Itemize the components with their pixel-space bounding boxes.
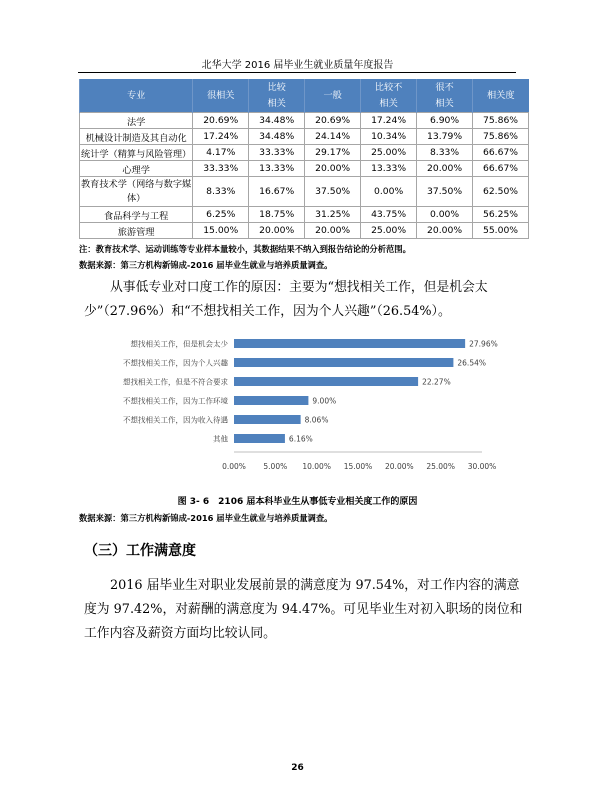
- x-tick-label: 20.00%: [385, 462, 414, 471]
- figure-caption: 图 3- 6 2106 届本科毕业生从事低专业相关度工作的原因: [177, 497, 418, 507]
- bar: [234, 339, 465, 348]
- table-cell: 6.25%: [193, 207, 249, 223]
- table-cell: 15.00%: [193, 223, 249, 239]
- table-header-cell: 一般: [305, 79, 361, 113]
- table-cell: 13.79%: [417, 129, 473, 145]
- table-cell: 33.33%: [249, 145, 305, 161]
- page-header-title: 北华大学 2016 届毕业生就业质量年度报告: [201, 60, 394, 71]
- table-header-cell: 专业: [80, 79, 193, 113]
- category-label: 想找相关工作，但是不符合要求: [123, 377, 228, 387]
- table-row: [80, 145, 529, 161]
- table-cell: 统计学（精算与风险管理）: [80, 145, 193, 161]
- table-cell: 18.75%: [249, 207, 305, 223]
- category-label: 其他: [213, 434, 228, 444]
- major-relevance-table: [79, 79, 529, 239]
- data-label: 8.06%: [304, 415, 329, 425]
- table-cell: 34.48%: [249, 129, 305, 145]
- paragraph-low-relevance-reasons: 从事低专业对口度工作的原因：主要为“想找相关工作，但是机会太少”（27.96%）和“不想找相关工作，因为个人兴趣”（26.54%）。: [84, 280, 488, 319]
- category-label: 不想找相关工作，因为收入待遇: [123, 415, 228, 425]
- table-cell: 0.00%: [417, 207, 473, 223]
- data-label: 26.54%: [457, 358, 487, 368]
- table-cell: 心理学: [80, 161, 193, 177]
- bar: [234, 396, 308, 405]
- header-divider: [78, 72, 516, 73]
- table-cell: 56.25%: [473, 207, 529, 223]
- table-cell: 34.48%: [249, 113, 305, 129]
- section-title: （三）工作满意度: [84, 543, 196, 559]
- table-cell: 旅游管理: [80, 223, 193, 239]
- table-row: [80, 113, 529, 129]
- table-cell: 20.69%: [193, 113, 249, 129]
- table-row: [80, 161, 529, 177]
- table-cell: 13.33%: [249, 161, 305, 177]
- table-cell: 8.33%: [417, 145, 473, 161]
- table-header-row: [80, 79, 529, 113]
- table-cell: 75.86%: [473, 129, 529, 145]
- x-tick-label: 30.00%: [467, 462, 497, 471]
- table-header-cell: 很不 相关: [417, 79, 473, 113]
- bar: [234, 415, 301, 424]
- x-tick-label: 0.00%: [222, 462, 246, 471]
- data-label: 27.96%: [469, 339, 498, 349]
- table-source: 数据来源：第三方机构新锦成-2016 届毕业生就业与培养质量调查。: [79, 260, 333, 270]
- table-cell: 20.00%: [305, 223, 361, 239]
- table-cell: 62.50%: [473, 177, 529, 207]
- table-cell: 17.24%: [361, 113, 417, 129]
- table-header-cell: 比较 相关: [249, 79, 305, 113]
- table-header-cell: 相关度: [473, 79, 529, 113]
- paragraph-satisfaction: 2016 届毕业生对职业发展前景的满意度为 97.54%，对工作内容的满意度为 97.42%，对薪酬的满意度为 94.47%。可见毕业生对初入职场的岗位和工作内容及薪资方面均比较认同。: [84, 578, 523, 641]
- table-note: 注：教育技术学、运动训练等专业样本量较小，其数据结果不纳入到报告结论的分析范围。: [79, 244, 411, 254]
- figure-source: 数据来源：第三方机构新锦成-2016 届毕业生就业与培养质量调查。: [79, 513, 333, 523]
- table-cell: 37.50%: [305, 177, 361, 207]
- table-cell: 法学: [80, 113, 193, 129]
- category-label: 不想找相关工作，因为个人兴趣: [123, 358, 228, 368]
- table-cell: 4.17%: [193, 145, 249, 161]
- category-label: 不想找相关工作，因为工作环境: [123, 396, 228, 406]
- table-cell: 25.00%: [361, 145, 417, 161]
- data-label: 6.16%: [288, 434, 313, 444]
- table-cell: 25.00%: [361, 223, 417, 239]
- table-header-cell: 比较不 相关: [361, 79, 417, 113]
- x-tick-label: 25.00%: [426, 462, 455, 471]
- x-tick-label: 10.00%: [302, 462, 331, 471]
- table-cell: 20.00%: [417, 223, 473, 239]
- table-cell: 55.00%: [473, 223, 529, 239]
- x-tick-label: 15.00%: [343, 462, 373, 471]
- table-header-cell: 很相关: [193, 79, 249, 113]
- table-cell: 机械设计制造及其自动化: [80, 129, 193, 145]
- table-cell: 66.67%: [473, 161, 529, 177]
- table-cell: 教育技术学（网络与数字媒体）: [80, 177, 193, 207]
- reasons-bar-chart: [90, 328, 510, 478]
- table-row: [80, 177, 529, 207]
- table-cell: 20.69%: [305, 113, 361, 129]
- bar: [234, 377, 418, 386]
- table-row: [80, 223, 529, 239]
- category-label: 想找相关工作，但是机会太少: [130, 339, 228, 349]
- table-cell: 20.00%: [249, 223, 305, 239]
- bar: [234, 358, 453, 367]
- table-cell: 37.50%: [417, 177, 473, 207]
- data-label: 9.00%: [312, 396, 337, 406]
- table-cell: 13.33%: [361, 161, 417, 177]
- x-tick-label: 5.00%: [263, 462, 288, 471]
- table-cell: 66.67%: [473, 145, 529, 161]
- table-cell: 0.00%: [361, 177, 417, 207]
- table-row: [80, 129, 529, 145]
- table-cell: 75.86%: [473, 113, 529, 129]
- table-cell: 8.33%: [193, 177, 249, 207]
- table-cell: 24.14%: [305, 129, 361, 145]
- table-cell: 31.25%: [305, 207, 361, 223]
- page-number: 26: [291, 763, 304, 773]
- table-cell: 20.00%: [305, 161, 361, 177]
- table-cell: 20.00%: [417, 161, 473, 177]
- table-cell: 29.17%: [305, 145, 361, 161]
- table-cell: 6.90%: [417, 113, 473, 129]
- table-row: [80, 207, 529, 223]
- table-cell: 43.75%: [361, 207, 417, 223]
- table-cell: 17.24%: [193, 129, 249, 145]
- table-cell: 食品科学与工程: [80, 207, 193, 223]
- bar: [234, 434, 285, 443]
- table-cell: 33.33%: [193, 161, 249, 177]
- data-label: 22.27%: [422, 377, 451, 387]
- table-cell: 16.67%: [249, 177, 305, 207]
- table-cell: 10.34%: [361, 129, 417, 145]
